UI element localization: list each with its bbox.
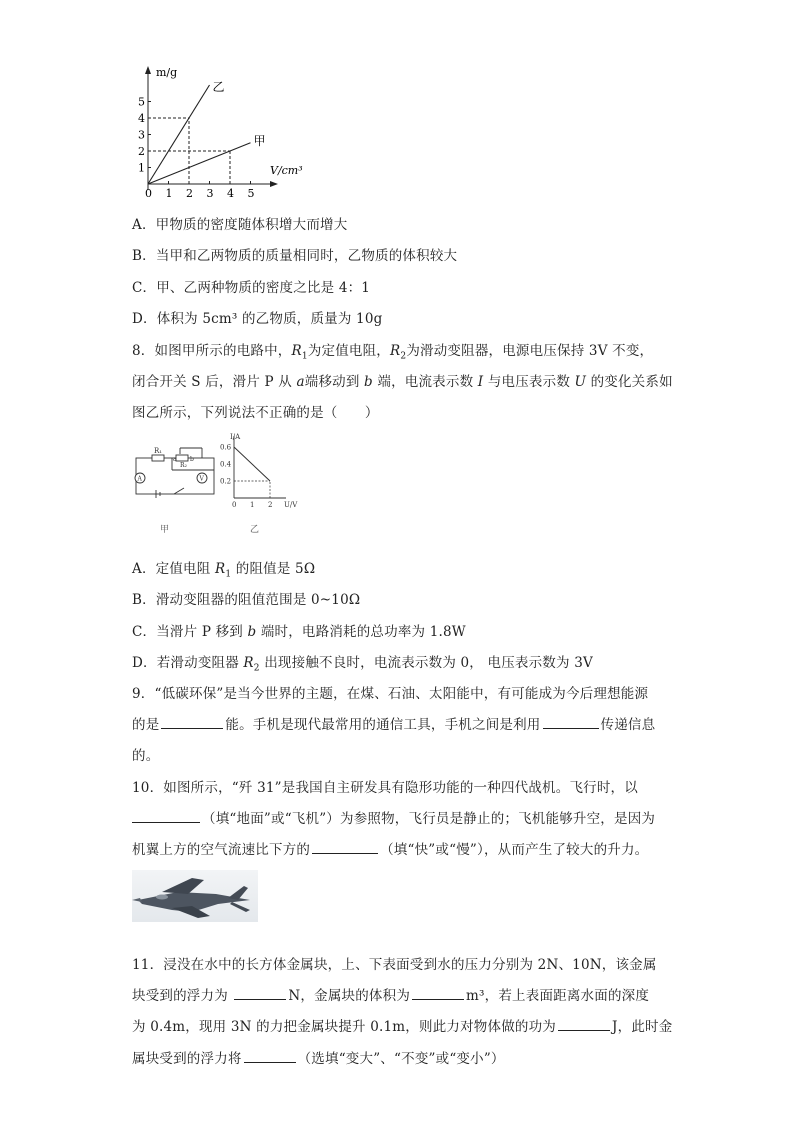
resistor-r1 [152,455,164,461]
iu-y-label: I/A [230,433,241,441]
q10-line2: （填“地面”或“飞机”）为参照物，飞行员是静止的；飞机能够升空，是因为 [132,807,655,827]
q11-blank-2[interactable] [412,985,464,1000]
mv-y-arrow [145,66,151,74]
q11-blank-4[interactable] [244,1048,296,1063]
q11-line2: 块受到的浮力为 N，金属块的体积为 m³，若上表面距离水面的深度 [132,984,649,1004]
q11-blank-3[interactable] [558,1016,610,1031]
mv-x-label: V/cm³ [270,164,303,177]
figure-caption-jia: 甲 [160,525,170,535]
iu-x-tick: 1 [250,501,255,509]
mv-y-label: m/g [156,66,178,79]
q9-line1: 9．“低碳环保”是当今世界的主题，在煤、石油、太阳能中，有可能成为今后理想能源 [132,686,649,702]
q8-option-a: A．定值电阻 $R_1$ 的阻值是 5Ω [132,561,316,580]
iu-x-tick: 0 [232,501,237,509]
q9-blank-1[interactable] [161,714,223,729]
mv-x-tick: 0 [145,187,152,200]
q8-stem-line2: 闭合开关 S 后，滑片 P 从 a端移动到 b 端，电流表示数 I 与电压表示数 U 的变化关系如 [132,374,673,390]
iu-y-tick: 0.4 [220,460,232,469]
mv-x-tick: 2 [186,187,193,200]
q8-option-b: B．滑动变阻器的阻值范围是 0~10Ω [132,592,361,608]
rheostat-r2 [176,455,188,461]
ammeter-label: A [137,475,142,483]
q8-stem-line3: 图乙所示，下列说法不正确的是（ ） [132,405,379,421]
mv-x-tick: 1 [165,187,173,200]
mv-series-label-jia: 甲 [253,133,266,148]
q9-line2: 的是 能。手机是现代最常用的通信工具，手机之间是利用 传递信息 [132,713,655,733]
q11-line3: 为 0.4m，现用 3N 的力把金属块提升 0.1m，则此力对物体做的功为 J，此时金 [132,1015,672,1035]
q8-option-d: D．若滑动变阻器 $R_2$ 出现接触不良时，电流表示数为 0， 电压表示数为 3V [132,655,593,674]
mv-y-tick: 1 [138,161,145,175]
q7-option-c: C．甲、乙两种物质的密度之比是 4：1 [132,280,371,296]
mv-series-label-yi: 乙 [212,80,225,94]
mv-series-line-jia [148,143,251,184]
iu-y-tick: 0.6 [220,443,232,452]
iu-x-tick: 2 [268,501,273,509]
current-voltage-chart [220,433,298,509]
circuit-label-r1: R₁ [154,447,163,455]
mv-y-tick: 2 [138,145,145,158]
switch-icon [174,488,184,494]
q7-option-b: B．当甲和乙两物质的质量相同时，乙物质的体积较大 [132,248,458,264]
q11-line4: 属块受到的浮力将 （选填“变大”、“不变”或“变小”） [132,1047,505,1067]
circuit-label-b: b [190,456,194,463]
figure-caption-yi: 乙 [250,525,260,535]
mv-x-tick: 4 [227,187,234,200]
mv-x-tick: 3 [206,187,214,200]
mv-y-tick: 3 [138,128,145,142]
circuit-label-r2: R₂ [180,462,187,469]
q11-blank-1[interactable] [234,985,286,1000]
mv-y-tick: 4 [138,112,145,125]
mv-x-arrow [270,181,278,187]
q10-blank-2[interactable] [312,839,378,854]
q8-figures [132,430,302,540]
mv-y-tick: 5 [138,95,145,109]
q8-option-c: C．当滑片 P 移到 b 端时，电路消耗的总功率为 1.8W [132,624,466,640]
q9-blank-2[interactable] [543,714,599,729]
q10-line1: 10．如图所示，“歼 31”是我国自主研发具有隐形功能的一种四代战机。飞行时，以 [132,780,638,796]
mv-x-tick: 5 [247,187,255,200]
mass-volume-chart [128,62,318,207]
circuit-label-a: a [173,456,177,463]
q10-blank-1[interactable] [132,808,200,823]
q7-option-a: A．甲物质的密度随体积增大而增大 [132,217,348,233]
q11-line1: 11．浸没在水中的长方体金属块，上、下表面受到水的压力分别为 2N、10N，该金属 [132,957,657,973]
q7-option-d: D．体积为 5cm³ 的乙物质，质量为 10g [132,311,383,327]
voltmeter-label: V [199,475,204,483]
iu-x-label: U/V [284,501,298,509]
mv-series-line-yi [148,85,210,184]
iu-line [234,447,270,481]
iu-y-tick: 0.2 [220,477,232,486]
j31-fighter-image [132,870,258,922]
q8-stem-line1: 8．如图甲所示的电路中，$R_1$为定值电阻，$R_2$为滑动变阻器，电源电压保持 3V 不变， [132,343,654,362]
q9-line3: 的。 [132,748,160,764]
q10-line3: 机翼上方的空气流速比下方的 （填“快”或“慢”），从而产生了较大的升力。 [132,838,648,858]
